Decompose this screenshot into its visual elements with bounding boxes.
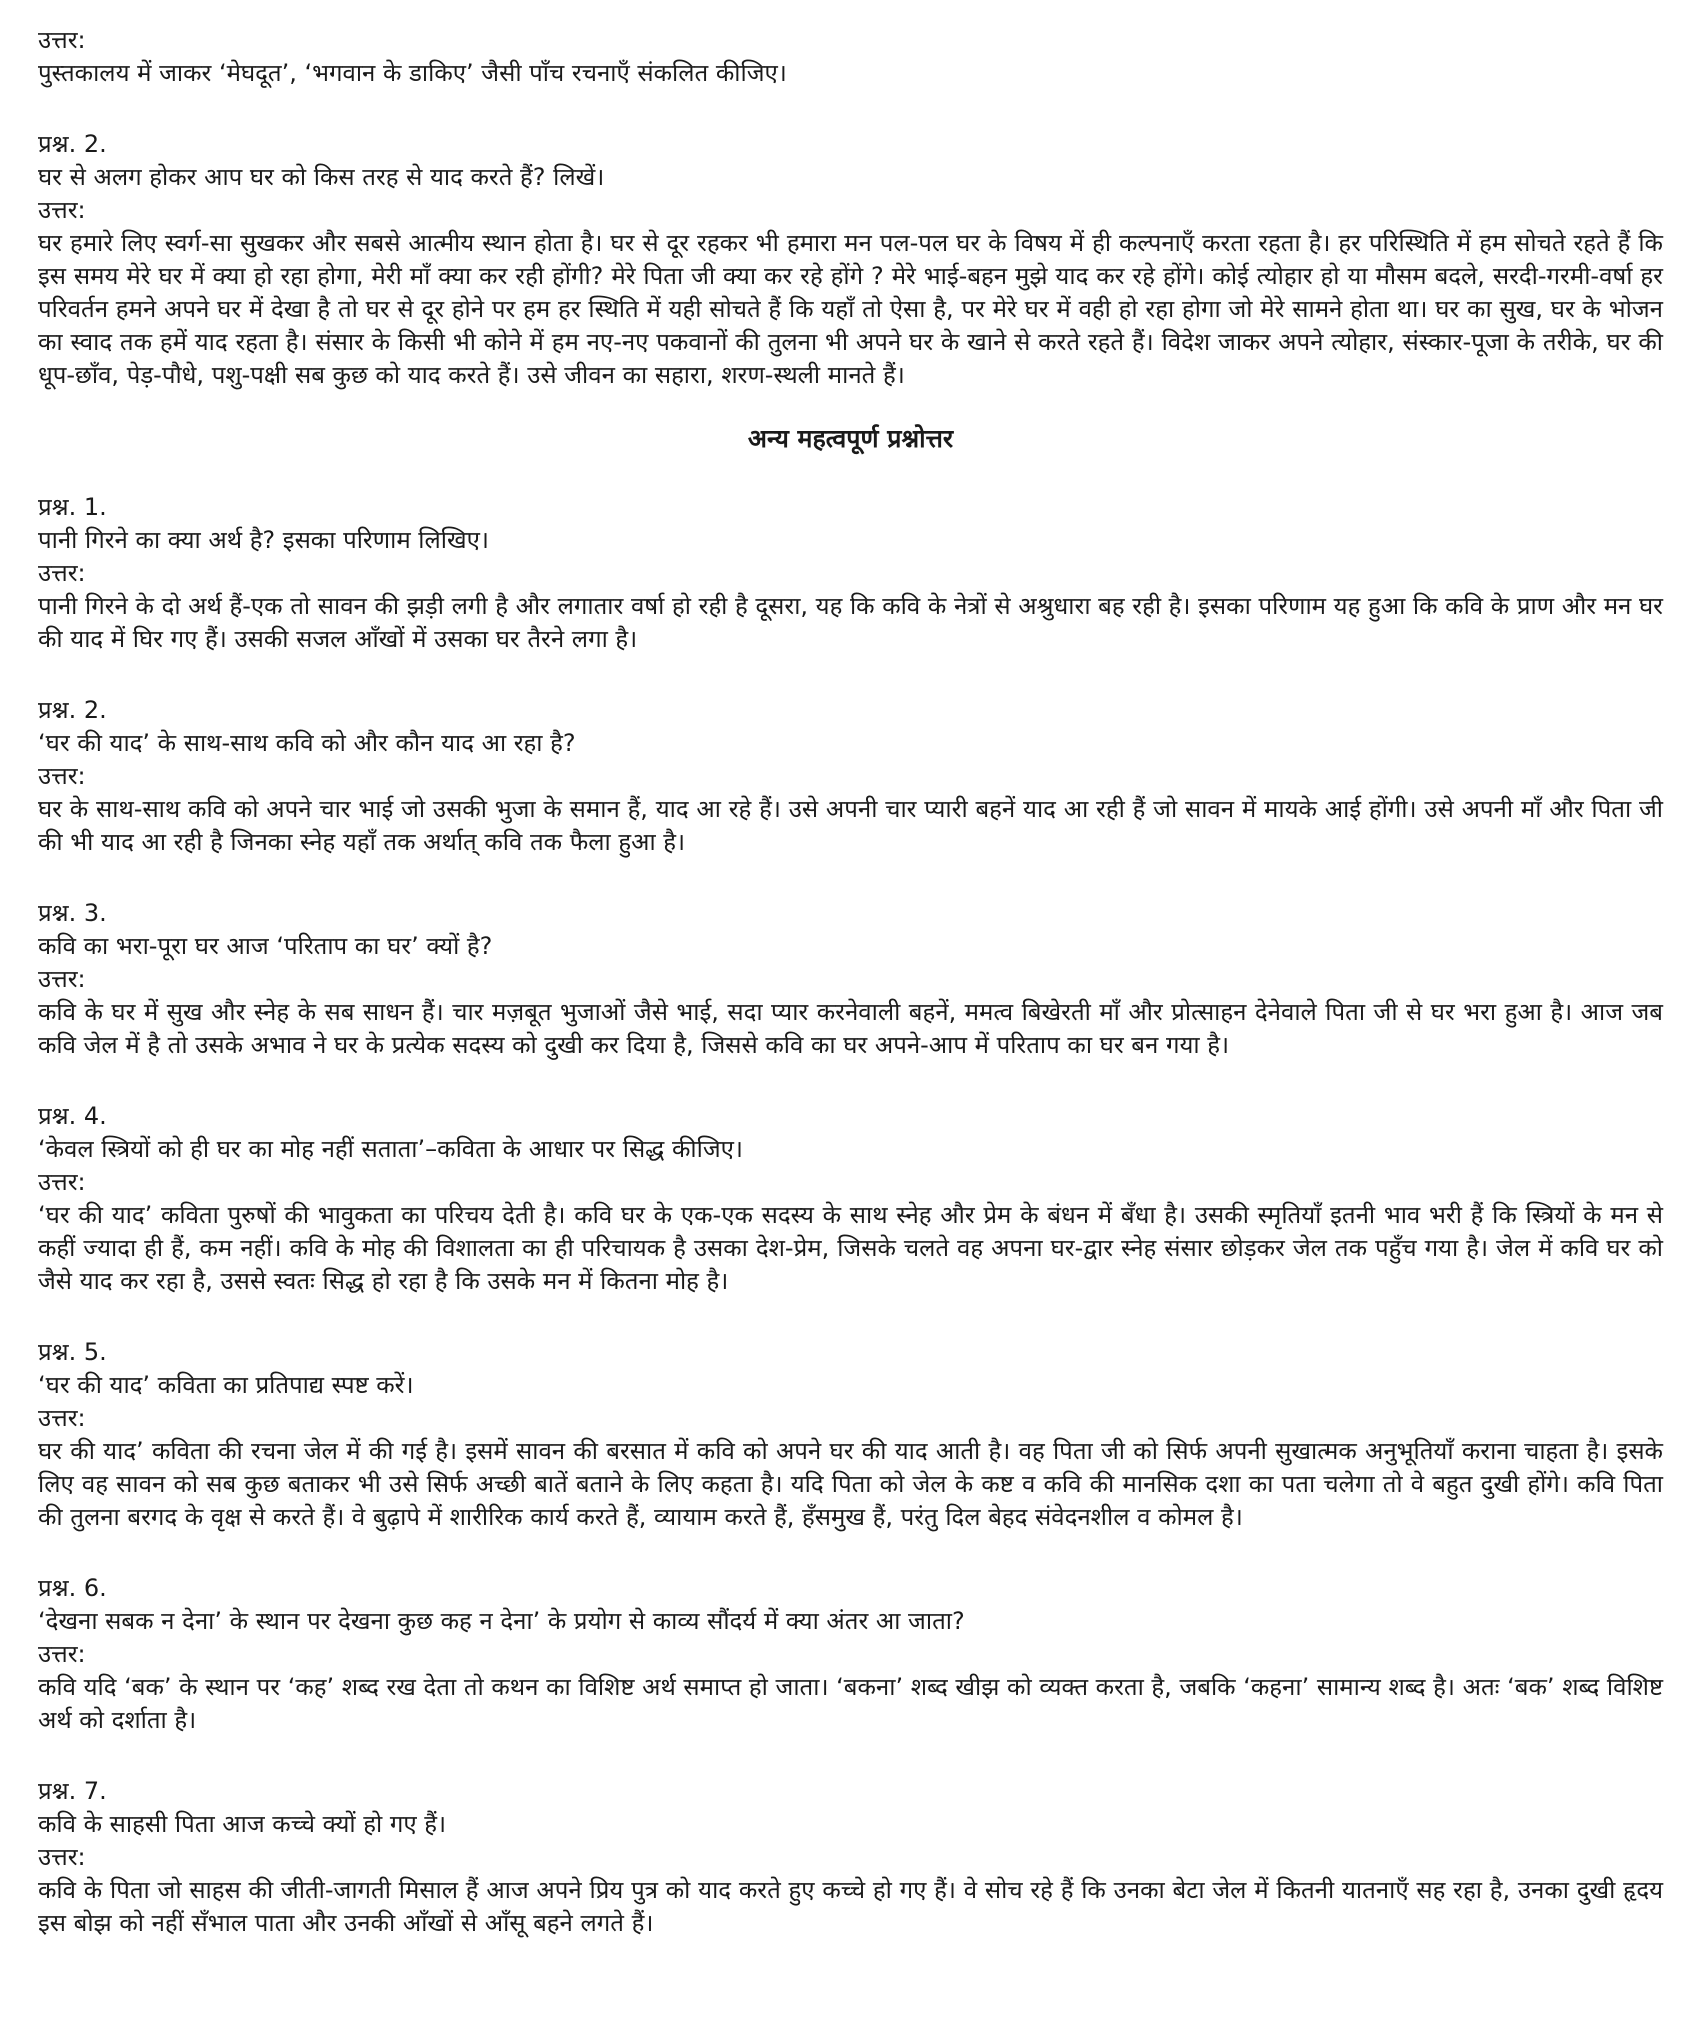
question-number: प्रश्न. 6. [38,1574,107,1602]
question-text: कवि का भरा-पूरा घर आज ‘परिताप का घर’ क्यों है? [38,932,493,960]
answer-text: कवि के पिता जो साहस की जीती-जागती मिसाल हैं आज अपने प्रिय पुत्र को याद करते हुए कच्चे हो गए हैं। वे सोच रहे हैं कि उनका बेटा जेल में कितनी यातनाएँ सह रहा है, उनका दुखी हृदय इस बोझ को नहीं सँभाल पाता और उनकी आँखों से आँसू बहने लगते हैं। [38,1876,1663,1937]
section-heading: अन्य महत्वपूर्ण प्रश्नोत्तर [747,424,954,453]
question-block-q2 [38,128,1663,392]
answer-label: उत्तर: [38,762,86,790]
answer-label: उत्तर: [38,1843,86,1871]
answer-text: घर के साथ-साथ कवि को अपने चार भाई जो उसकी भुजा के समान हैं, याद आ रहे हैं। उसे अपनी चार प्यारी बहनें याद आ रही हैं जो सावन में मायके आई होंगी। उसे अपनी माँ और पिता जी की भी याद आ रही है जिनका स्नेह यहाँ तक अर्थात् कवि तक फैला हुआ है। [38,795,1663,856]
answer-label: उत्तर: [38,1168,86,1196]
spacer [38,859,1663,897]
question-block-1 [38,491,1663,656]
answer-label: उत्तर: [38,1640,86,1668]
answer-text: पुस्तकालय में जाकर ‘मेघदूत’, ‘भगवान के डाकिए’ जैसी पाँच रचनाएँ संकलित कीजिए। [38,59,787,87]
question-text: ‘घर की याद’ के साथ-साथ कवि को और कौन याद आ रहा है? [38,729,576,757]
question-block-2 [38,694,1663,859]
question-text: ‘घर की याद’ कविता का प्रतिपाद्य स्पष्ट करें। [38,1371,414,1399]
question-text: ‘केवल स्त्रियों को ही घर का मोह नहीं सताता’–कविता के आधार पर सिद्ध कीजिए। [38,1135,744,1163]
spacer [38,1737,1663,1775]
question-block-3 [38,897,1663,1062]
question-text: ‘देखना सबक न देना’ के स्थान पर देखना कुछ कह न देना’ के प्रयोग से काव्य सौंदर्य में क्या अंतर आ जाता? [38,1607,965,1635]
question-block-6 [38,1572,1663,1737]
question-number: प्रश्न. 5. [38,1338,107,1366]
question-block-7 [38,1775,1663,1940]
question-number: प्रश्न. 1. [38,493,107,521]
spacer [38,90,1663,128]
answer-label: उत्तर: [38,1404,86,1432]
question-number: प्रश्न. 3. [38,899,107,927]
question-number: प्रश्न. 2. [38,130,107,158]
spacer [38,1062,1663,1100]
question-text: पानी गिरने का क्या अर्थ है? इसका परिणाम लिखिए। [38,526,490,554]
question-block-5 [38,1336,1663,1534]
question-text: घर से अलग होकर आप घर को किस तरह से याद करते हैं? लिखें। [38,163,605,191]
answer-text: घर की याद’ कविता की रचना जेल में की गई है। इसमें सावन की बरसात में कवि को अपने घर की याद आती है। वह पिता जी को सिर्फ अपनी सुखात्मक अनुभूतियाँ कराना चाहता है। इसके लिए वह सावन को सब कुछ बताकर भी उसे सिर्फ अच्छी बातें बताने के लिए कहता है। यदि पिता को जेल के कष्ट व कवि की मानसिक दशा का पता चलेगा तो वे बहुत दुखी होंगे। कवि पिता की तुलना बरगद के वृक्ष से करते हैं। वे बुढ़ापे में शारीरिक कार्य करते हैं, व्यायाम करते हैं, हँसमुख हैं, परंतु दिल बेहद संवेदनशील व कोमल है। [38,1437,1663,1531]
spacer [38,656,1663,694]
question-number: प्रश्न. 7. [38,1777,107,1805]
answer-text: कवि यदि ‘बक’ के स्थान पर ‘कह’ शब्द रख देता तो कथन का विशिष्ट अर्थ समाप्त हो जाता। ‘बकना’ शब्द खीझ को व्यक्त करता है, जबकि ‘कहना’ सामान्य शब्द है। अतः ‘बक’ शब्द विशिष्ट अर्थ को दर्शाता है। [38,1673,1663,1734]
question-block-4 [38,1100,1663,1298]
answer-text: घर हमारे लिए स्वर्ग-सा सुखकर और सबसे आत्मीय स्थान होता है। घर से दूर रहकर भी हमारा मन पल-पल घर के विषय में ही कल्पनाएँ करता रहता है। हर परिस्थिति में हम सोचते रहते हैं कि इस समय मेरे घर में क्या हो रहा होगा, मेरी माँ क्या कर रही होंगी? मेरे पिता जी क्या कर रहे होंगे ? मेरे भाई-बहन मुझे याद कर रहे होंगे। कोई त्योहार हो या मौसम बदले, सरदी-गरमी-वर्षा हर परिवर्तन हमने अपने घर में देखा है तो घर से दूर होने पर हम हर स्थिति में यही सोचते हैं कि यहाँ तो ऐसा है, पर मेरे घर में वही हो रहा होगा जो मेरे सामने होता था। घर का सुख, घर के भोजन का स्वाद तक हमें याद रहता है। संसार के किसी भी कोने में हम नए-नए पकवानों की तुलना भी अपने घर के खाने से करते रहते हैं। विदेश जाकर अपने त्योहार, संस्कार-पूजा के तरीके, घर की धूप-छाँव, पेड़-पौधे, पशु-पक्षी सब कुछ को याद करते हैं। उसे जीवन का सहारा, शरण-स्थली मानते हैं। [38,229,1663,389]
question-text: कवि के साहसी पिता आज कच्चे क्यों हो गए हैं। [38,1810,447,1838]
answer-text: कवि के घर में सुख और स्नेह के सब साधन हैं। चार मज़बूत भुजाओं जैसे भाई, सदा प्यार करनेवाली बहनें, ममत्व बिखेरती माँ और प्रोत्साहन देनेवाले पिता जी से घर भरा हुआ है। आज जब कवि जेल में है तो उसके अभाव ने घर के प्रत्येक सदस्य को दुखी कर दिया है, जिससे कवि का घर अपने-आप में परिताप का घर बन गया है। [38,998,1663,1059]
spacer [38,392,1663,422]
answer-label: उत्तर: [38,559,86,587]
document-page [38,24,1663,1940]
answer-text: पानी गिरने के दो अर्थ हैं-एक तो सावन की झड़ी लगी है और लगातार वर्षा हो रही है दूसरा, यह कि कवि के नेत्रों से अश्रुधारा बह रही है। इसका परिणाम यह हुआ कि कवि के प्राण और मन घर की याद में घिर गए हैं। उसकी सजल आँखों में उसका घर तैरने लगा है। [38,592,1663,653]
intro-answer-block [38,24,1663,90]
question-number: प्रश्न. 4. [38,1102,107,1130]
answer-label: उत्तर: [38,26,86,54]
answer-label: उत्तर: [38,196,86,224]
spacer [38,1298,1663,1336]
spacer [38,455,1663,491]
answer-label: उत्तर: [38,965,86,993]
question-number: प्रश्न. 2. [38,696,107,724]
spacer [38,1534,1663,1572]
answer-text: ‘घर की याद’ कविता पुरुषों की भावुकता का परिचय देती है। कवि घर के एक-एक सदस्य के साथ स्नेह और प्रेम के बंधन में बँधा है। उसकी स्मृतियाँ इतनी भाव भरी हैं कि स्त्रियों के मन से कहीं ज्यादा ही हैं, कम नहीं। कवि के मोह की विशालता का ही परिचायक है उसका देश-प्रेम, जिसके चलते वह अपना घर-द्वार स्नेह संसार छोड़कर जेल तक पहुँच गया है। जेल में कवि घर को जैसे याद कर रहा है, उससे स्वतः सिद्ध हो रहा है कि उसके मन में कितना मोह है। [38,1201,1664,1295]
